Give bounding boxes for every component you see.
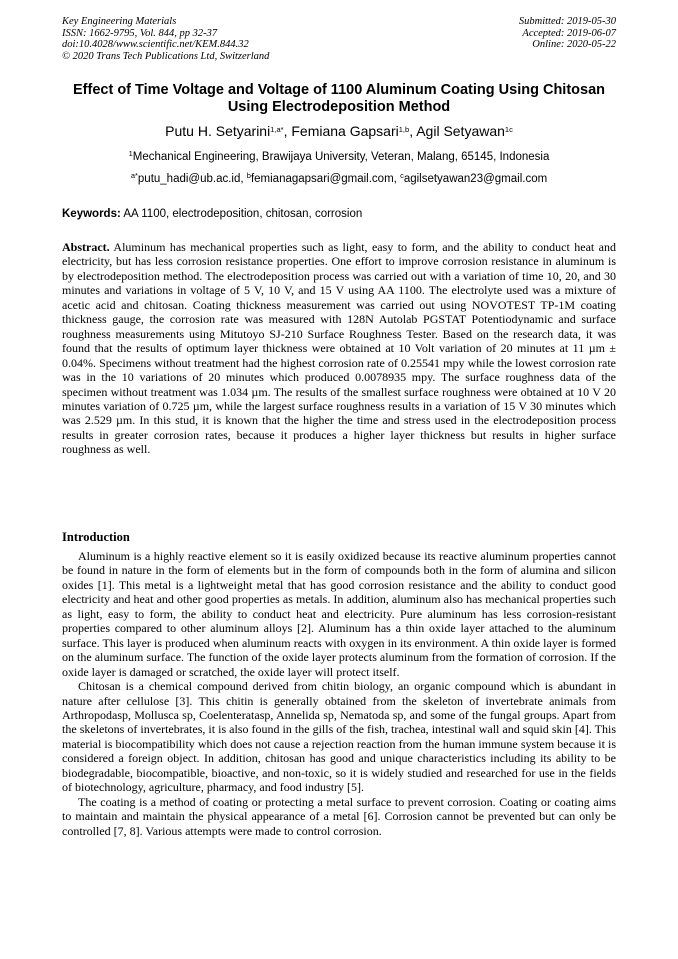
- issn-line: ISSN: 1662-9795, Vol. 844, pp 32-37: [62, 27, 218, 39]
- header-right: [519, 16, 616, 51]
- header-left: [62, 16, 269, 62]
- author-superscript: 1,a*: [270, 125, 284, 134]
- doi-line: doi:10.4028/www.scientific.net/KEM.844.32: [62, 39, 249, 50]
- author-superscript: 1,b: [398, 125, 410, 134]
- keywords-label: Keywords:: [62, 208, 121, 220]
- author-name: Agil Setyawan: [416, 123, 505, 139]
- email-address: agilsetyawan23@gmail.com: [403, 173, 548, 185]
- author-superscript: 1c: [504, 125, 513, 134]
- paper-title: Effect of Time Voltage and Voltage of 1100 Aluminum Coating Using Chitosan Using Electrodeposition Method: [73, 82, 605, 115]
- affiliation: [62, 150, 616, 164]
- introduction-body: [62, 549, 616, 838]
- email-superscript: a*: [130, 171, 138, 180]
- introduction-heading: Introduction: [62, 530, 130, 544]
- email-address: femianagapsari@gmail.com,: [250, 173, 401, 185]
- journal-name: Key Engineering Materials: [62, 16, 177, 27]
- introduction-paragraph: Chitosan is a chemical compound derived from chitin biology, an organic compound which is abundant in nature after cellulose [3]. This chitin is generally obtained from the skeleton of invertebrate animals from Arthropodasp, Mollusca sp, Coelenteratasp, Annelida sp, Nematoda sp, and some of the fungal groups. Apart from the skeletons of invertebrates, it is also found in the gills of the fish, trachea, intestinal wall and squid skin [4]. This material is biocompatibility which does not cause a rejection reaction from the human immune system because it is considered a foreign object. In addition, chitosan has good and unique characteristics including its ability to be biodegradable, biocompatible, bioactive, and non-toxic, so it is widely studied and researched for use in the fields of biotechnology, agriculture, pharmacy, and food industry [5].: [62, 679, 616, 795]
- abstract-text: Aluminum has mechanical properties such as light, easy to form, and the ability to conduct heat and electricity, but has less corrosion resistance properties. One effort to improve corrosion resistance in aluminum is by electrodeposition method. The electrodeposition process was carried out with a variation of time 10, 20, and 30 minutes and variations in voltage of 5 V, 10 V, and 15 V using AA 1100. The electrolyte used was a mixture of acetic acid and chitosan. Coating thickness measurement was carried out using NOVOTEST TP-1M coating thickness gauge, the corrosion rate was measured with 128N Autolab PGSTAT Potentiodynamic and surface roughness measurements using Mitutoyo SJ-210 Surface Roughness Tester. Based on the research data, it was found that the results of optimum layer thickness were obtained at 10 Volt variation of 20 minutes at 11 µm ± 0.04%. Specimens without treatment had the highest corrosion rate of 0.25541 mpy while the lowest corrosion rate was in the 10 variations of 20 minutes which produced 0.0078935 mpy. The surface roughness data of the specimen without treatment was 1.034 µm. The results of the smallest surface roughness were obtained at 10 V 20 minutes variation of 0.725 µm, while the largest surface roughness results in a variation of 15 V 30 minutes which was 2.529 µm. In this stud, it is known that the higher the time and stress used in the electrodeposition process results in greater corrosion rates, because it produces a higher layer thickness but results in higher surface roughness as well.: [62, 240, 616, 457]
- author-name: Putu H. Setyarini: [165, 123, 271, 139]
- author-name: Femiana Gapsari: [291, 123, 399, 139]
- email-address: putu_hadi@ub.ac.id,: [137, 173, 247, 185]
- author-separator: ,: [283, 123, 292, 139]
- email-superscript: c: [400, 171, 404, 180]
- keywords-text: AA 1100, electrodeposition, chitosan, corrosion: [120, 208, 363, 220]
- abstract-label: Abstract.: [62, 240, 110, 254]
- online-date: Online: 2020-05-22: [532, 39, 616, 50]
- affiliation-superscript: 1: [128, 149, 133, 158]
- author-emails: [62, 172, 616, 186]
- author-separator: ,: [409, 123, 417, 139]
- introduction-paragraph: The coating is a method of coating or protecting a metal surface to prevent corrosion. Coating or coating aims to maintain and maintain the physical appearance of a metal [6]. Corrosion cannot be prevented but can only be controlled [7, 8]. Various attempts were made to control corrosion.: [62, 794, 616, 838]
- abstract: [62, 240, 616, 457]
- affiliation-text: Mechanical Engineering, Brawijaya University, Veteran, Malang, 65145, Indonesia: [132, 151, 550, 163]
- introduction-paragraph: Aluminum is a highly reactive element so it is easily oxidized because its reactive aluminum properties cannot be found in nature in the form of elements but in the form of compounds both in the form of alumina and silicon oxides [1]. This metal is a lightweight metal that has good corrosion resistance and the ability to conduct good electricity and heat and other good properties as metals. In addition, aluminum also has mechanical properties such as light, easy to form, the ability to conduct heat and electricity. Pure aluminum has less corrosion-resistant properties compared to other aluminum alloys [2]. Aluminum has a thin oxide layer attached to the aluminum surface. This layer is produced when aluminum reacts with oxygen in its environment. A thin oxide layer is formed on the aluminum surface. The function of the oxide layer protects aluminum from the formation of corrosion. If the oxide layer is damaged or scratched, the oxide layer will protect itself.: [62, 549, 616, 679]
- copyright-line: © 2020 Trans Tech Publications Ltd, Switzerland: [62, 50, 270, 62]
- accepted-date: Accepted: 2019-06-07: [522, 27, 616, 39]
- submitted-date: Submitted: 2019-05-30: [518, 16, 616, 27]
- keywords: [62, 207, 616, 221]
- author-list: [62, 122, 616, 140]
- email-superscript: b: [246, 171, 251, 180]
